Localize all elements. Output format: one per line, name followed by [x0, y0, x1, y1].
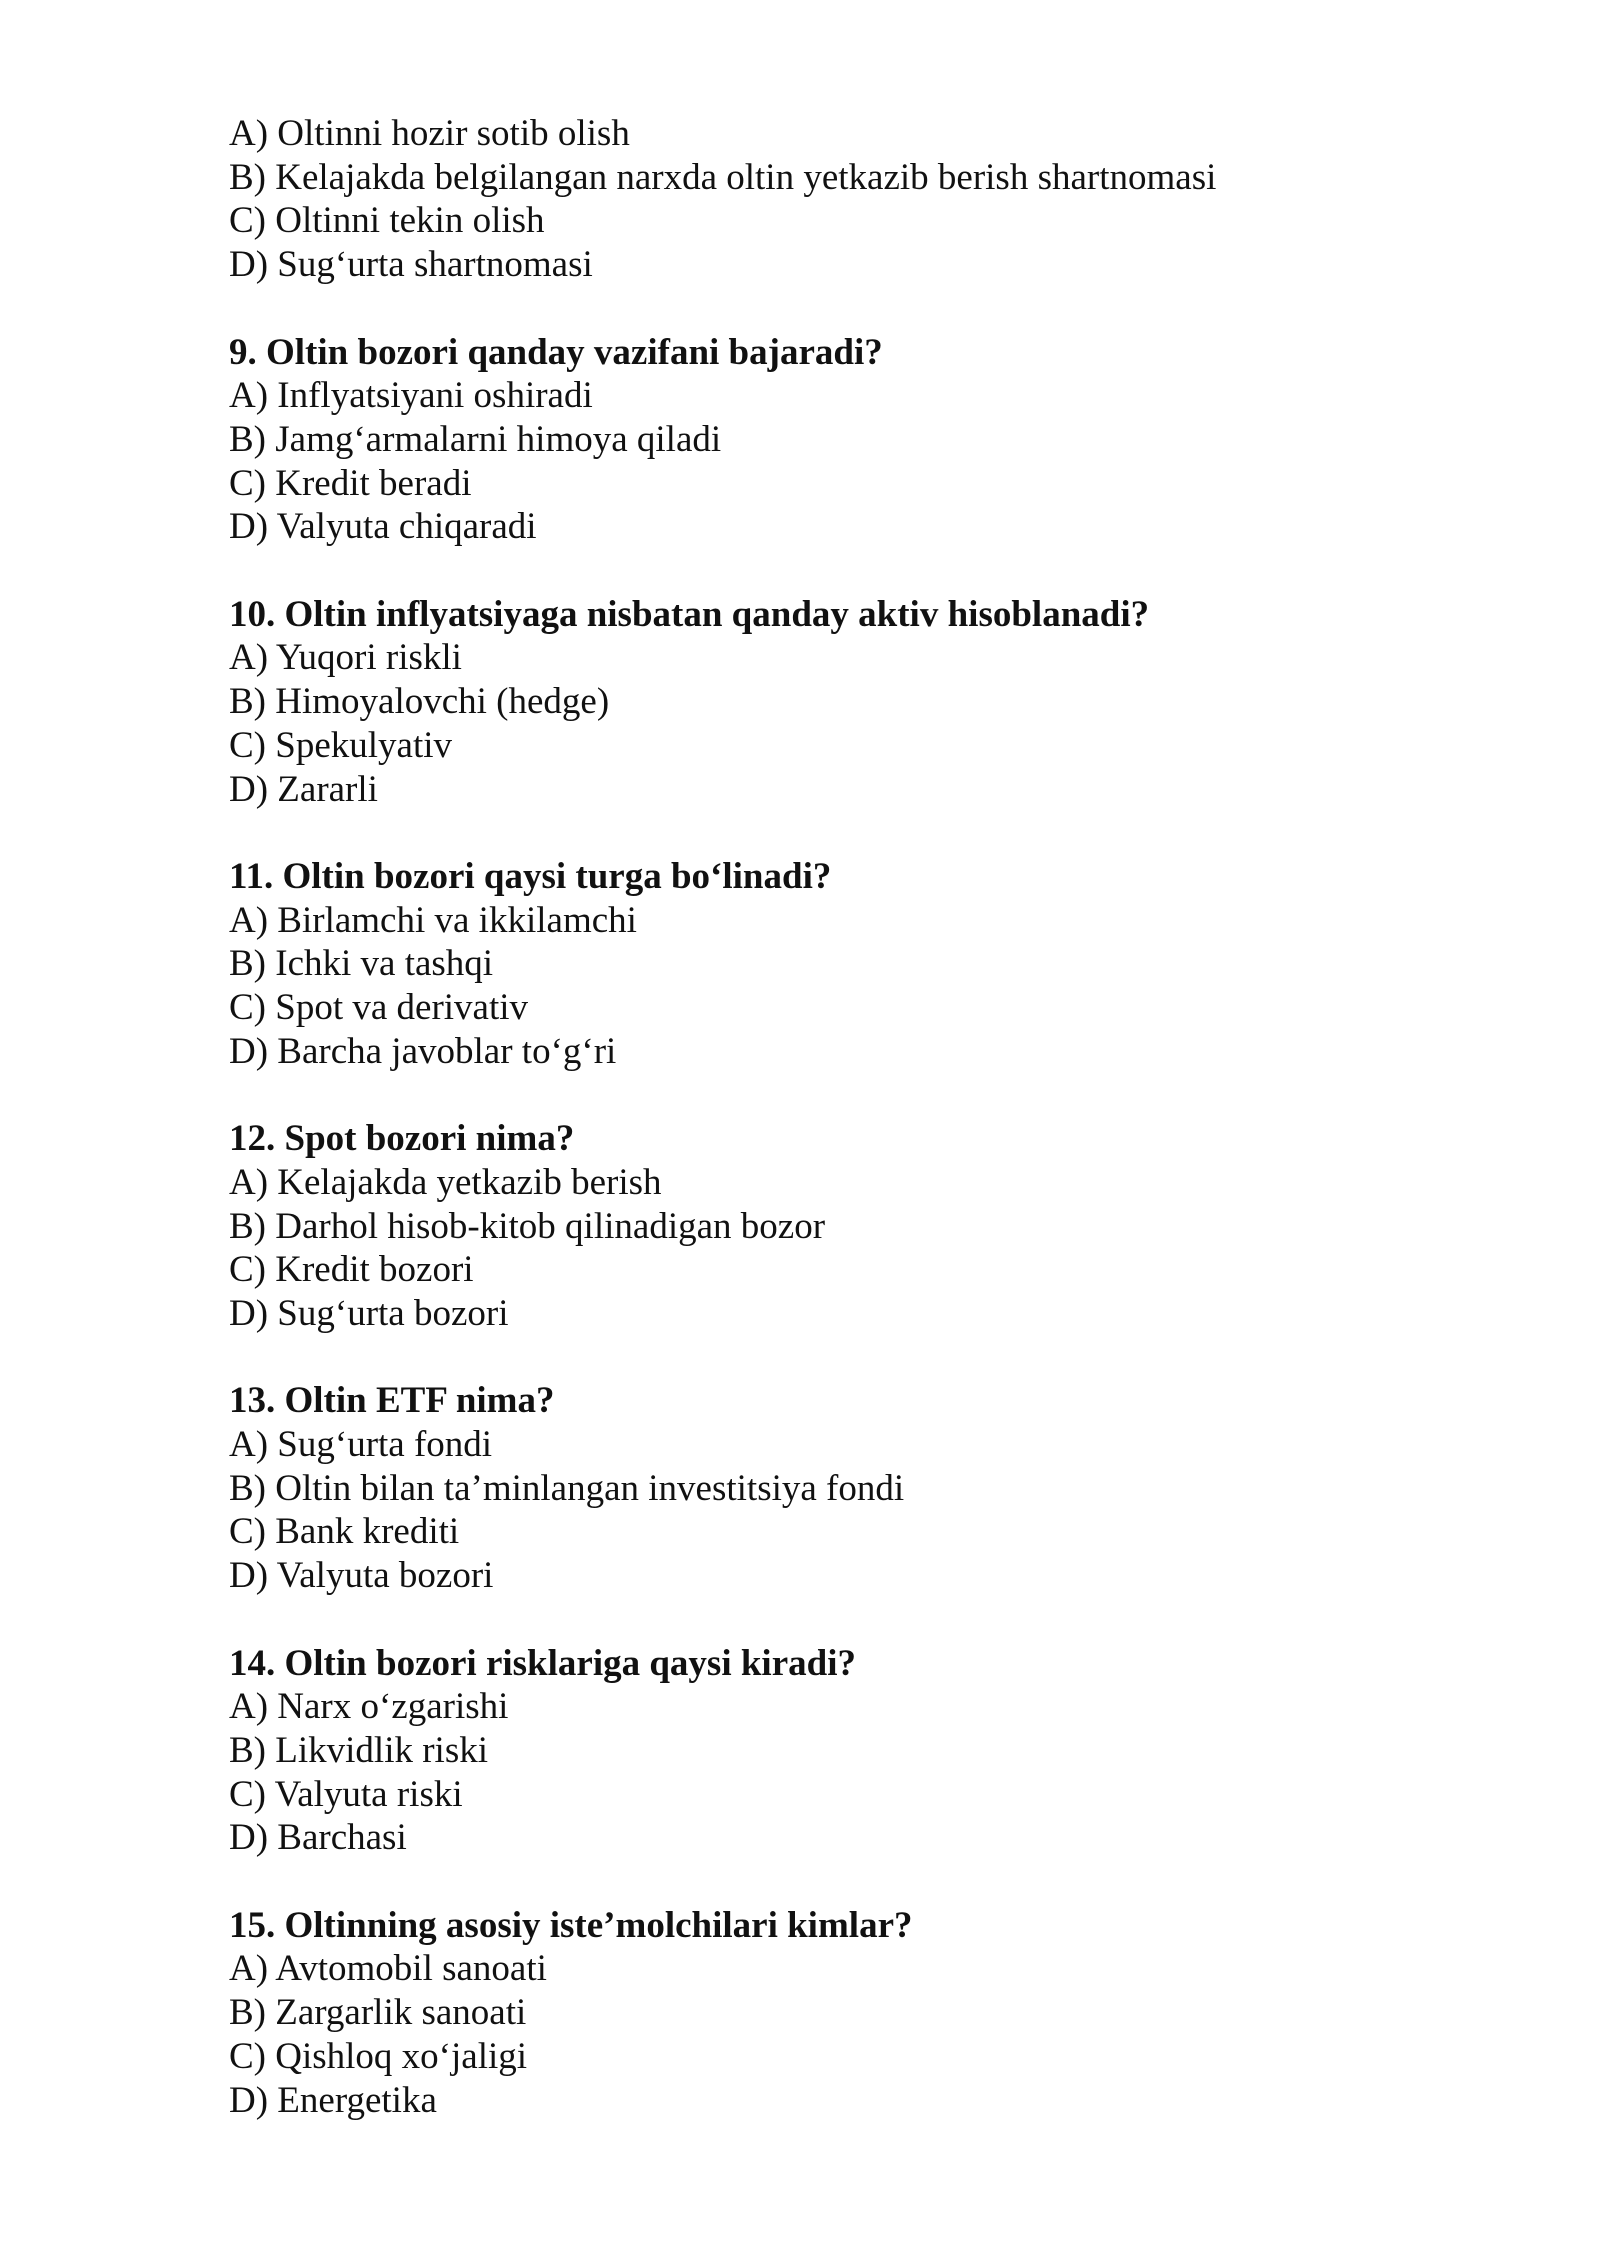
option-b: B) Ichki va tashqi	[229, 943, 494, 985]
option-d: D) Sug‘urta shartnomasi	[229, 244, 593, 286]
option-c: C) Oltinni tekin olish	[229, 200, 545, 242]
option-c: C) Qishloq xo‘jaligi	[229, 2035, 528, 2077]
question-block-14	[229, 1642, 1409, 1861]
option-b: B) Himoyalovchi (hedge)	[229, 681, 610, 723]
question-block-8-continued	[229, 112, 1409, 287]
option-c: C) Bank krediti	[229, 1511, 460, 1553]
option-b: B) Oltin bilan ta’minlangan investitsiya fondi	[229, 1467, 905, 1509]
option-b: B) Jamg‘armalarni himoya qiladi	[229, 418, 722, 460]
option-a: A) Avtomobil sanoati	[229, 1948, 547, 1990]
question-title: 11. Oltin bozori qaysi turga bo‘linadi?	[229, 855, 832, 897]
question-title: 12. Spot bozori nima?	[229, 1118, 575, 1160]
question-block-13	[229, 1379, 1409, 1598]
option-a: A) Narx o‘zgarishi	[229, 1686, 509, 1728]
option-a: A) Sug‘urta fondi	[229, 1424, 493, 1466]
option-c: C) Spot va derivativ	[229, 987, 529, 1029]
question-title: 15. Oltinning asosiy iste’molchilari kimlar?	[229, 1904, 913, 1946]
question-title: 9. Oltin bozori qanday vazifani bajaradi?	[229, 331, 883, 373]
option-a: A) Inflyatsiyani oshiradi	[229, 375, 593, 417]
option-a: A) Yuqori riskli	[229, 637, 462, 679]
question-block-9	[229, 331, 1409, 550]
quiz-content	[229, 112, 1409, 2122]
question-title: 14. Oltin bozori risklariga qaysi kiradi?	[229, 1642, 856, 1684]
option-b: B) Darhol hisob-kitob qilinadigan bozor	[229, 1205, 826, 1247]
option-a: A) Oltinni hozir sotib olish	[229, 113, 630, 154]
option-b: B) Likvidlik riski	[229, 1729, 488, 1771]
option-d: D) Valyuta bozori	[229, 1555, 494, 1597]
option-c: C) Kredit bozori	[229, 1249, 474, 1291]
option-c: C) Spekulyativ	[229, 724, 453, 766]
option-c: C) Kredit beradi	[229, 462, 472, 504]
question-block-12	[229, 1117, 1409, 1336]
option-d: D) Barchasi	[229, 1817, 407, 1859]
question-title: 13. Oltin ETF nima?	[229, 1380, 555, 1422]
question-block-10	[229, 593, 1409, 812]
option-c: C) Valyuta riski	[229, 1773, 463, 1815]
option-b: B) Zargarlik sanoati	[229, 1992, 527, 2034]
option-d: D) Energetika	[229, 2079, 437, 2121]
question-block-11	[229, 855, 1409, 1074]
option-d: D) Zararli	[229, 768, 378, 810]
question-title: 10. Oltin inflyatsiyaga nisbatan qanday aktiv hisoblanadi?	[229, 593, 1150, 635]
option-b: B) Kelajakda belgilangan narxda oltin yetkazib berish shartnomasi	[229, 156, 1217, 198]
option-d: D) Sug‘urta bozori	[229, 1292, 509, 1334]
question-block-15	[229, 1904, 1409, 2123]
option-a: A) Kelajakda yetkazib berish	[229, 1161, 662, 1203]
option-d: D) Barcha javoblar to‘g‘ri	[229, 1030, 617, 1072]
option-a: A) Birlamchi va ikkilamchi	[229, 899, 637, 941]
option-d: D) Valyuta chiqaradi	[229, 506, 537, 548]
